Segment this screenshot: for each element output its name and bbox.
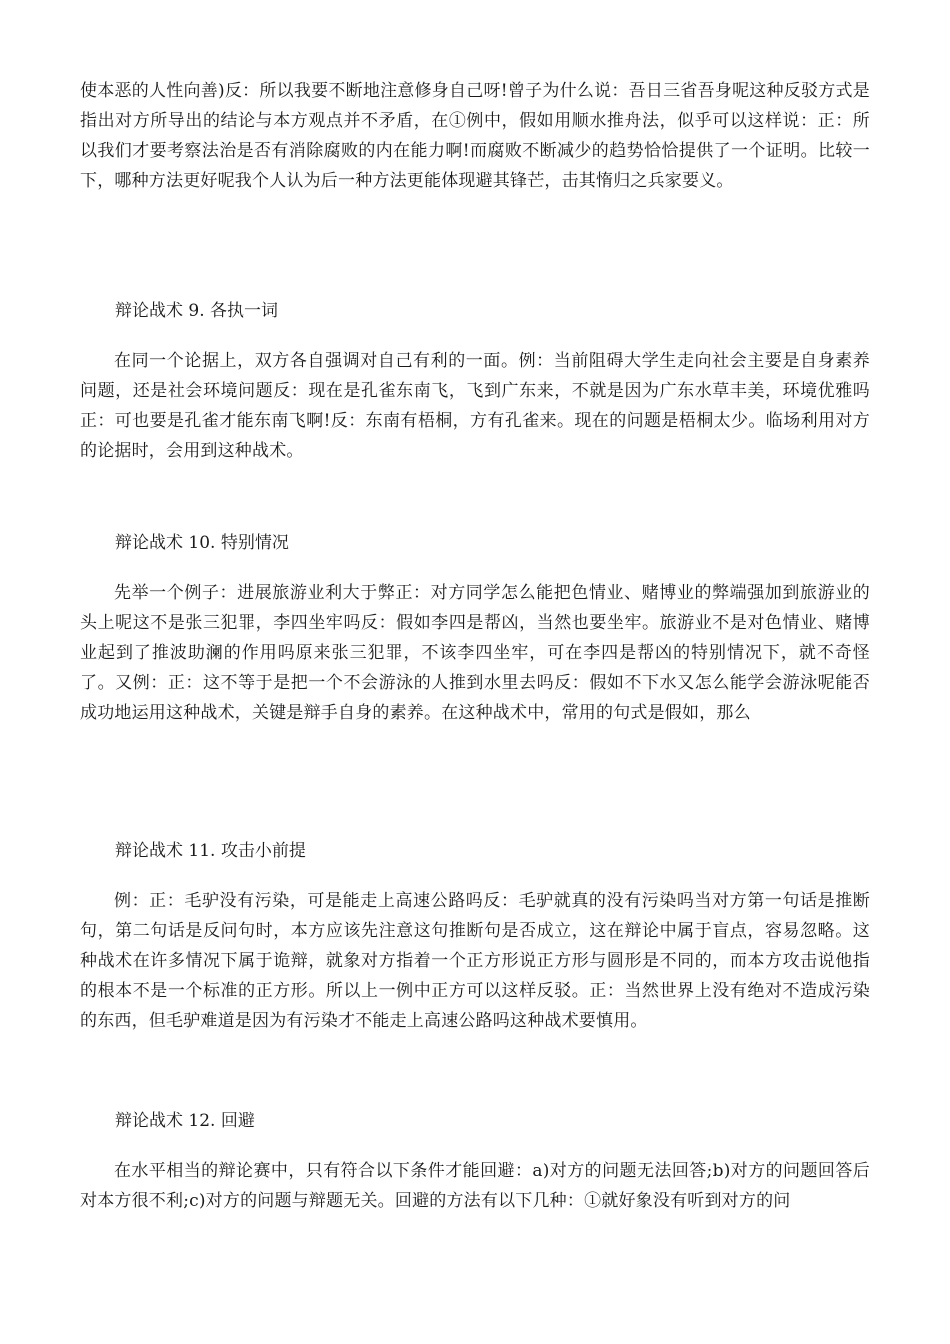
section-heading-11: 辩论战术 11. 攻击小前提 bbox=[115, 841, 306, 861]
paragraph-tactic-10: 先举一个例子：进展旅游业利大于弊正：对方同学怎么能把色情业、赌博业的弊端强加到旅游业的头上呢这不是张三犯罪，李四坐牢吗反：假如李四是帮凶，当然也要坐牢。旅游业不是对色情业、赌博业起到了推波助澜的作用吗原来张三犯罪，不该李四坐牢，可在李四是帮凶的特别情况下，就不奇怪了。又例：正：这不等于是把一个不会游泳的人推到水里去吗反：假如不下水又怎么能学会游泳呢能否成功地运用这种战术，关键是辩手自身的素养。在这种战术中，常用的句式是假如，那么 bbox=[80, 583, 870, 723]
paragraph-tactic-11: 例：正：毛驴没有污染，可是能走上高速公路吗反：毛驴就真的没有污染吗当对方第一句话是推断句，第二句话是反问句时，本方应该先注意这句推断句是否成立，这在辩论中属于盲点，容易忽略。这种战术在许多情况下属于诡辩，就象对方指着一个正方形说正方形与圆形是不同的，而本方攻击说他指的根本不是一个标准的正方形。所以上一例中正方可以这样反驳。正：当然世界上没有绝对不造成污染的东西，但毛驴难道是因为有污染才不能走上高速公路吗这种战术要慎用。 bbox=[80, 891, 870, 1031]
section-heading-9: 辩论战术 9. 各执一词 bbox=[115, 301, 279, 321]
paragraph-tactic-9: 在同一个论据上，双方各自强调对自己有利的一面。例：当前阻碍大学生走向社会主要是自身素养问题，还是社会环境问题反：现在是孔雀东南飞，飞到广东来，不就是因为广东水草丰美，环境优雅吗正：可也要是孔雀才能东南飞啊!反：东南有梧桐，方有孔雀来。现在的问题是梧桐太少。临场利用对方的论据时，会用到这种战术。 bbox=[80, 351, 870, 461]
paragraph-tactic-12: 在水平相当的辩论赛中，只有符合以下条件才能回避：a)对方的问题无法回答;b)对方的问题回答后对本方很不利;c)对方的问题与辩题无关。回避的方法有以下几种：①就好象没有听到对方的问 bbox=[80, 1161, 870, 1211]
paragraph-continuation: 使本恶的人性向善)反：所以我要不断地注意修身自己呀!曾子为什么说：吾日三省吾身呢这种反驳方式是指出对方所导出的结论与本方观点并不矛盾，在①例中，假如用顺水推舟法，似乎可以这样说：正：所以我们才要考察法治是否有消除腐败的内在能力啊!而腐败不断减少的趋势恰恰提供了一个证明。比较一下，哪种方法更好呢我个人认为后一种方法更能体现避其锋芒，击其惰归之兵家要义。 bbox=[80, 81, 870, 191]
section-heading-12: 辩论战术 12. 回避 bbox=[115, 1111, 255, 1131]
section-heading-10: 辩论战术 10. 特别情况 bbox=[115, 533, 289, 553]
